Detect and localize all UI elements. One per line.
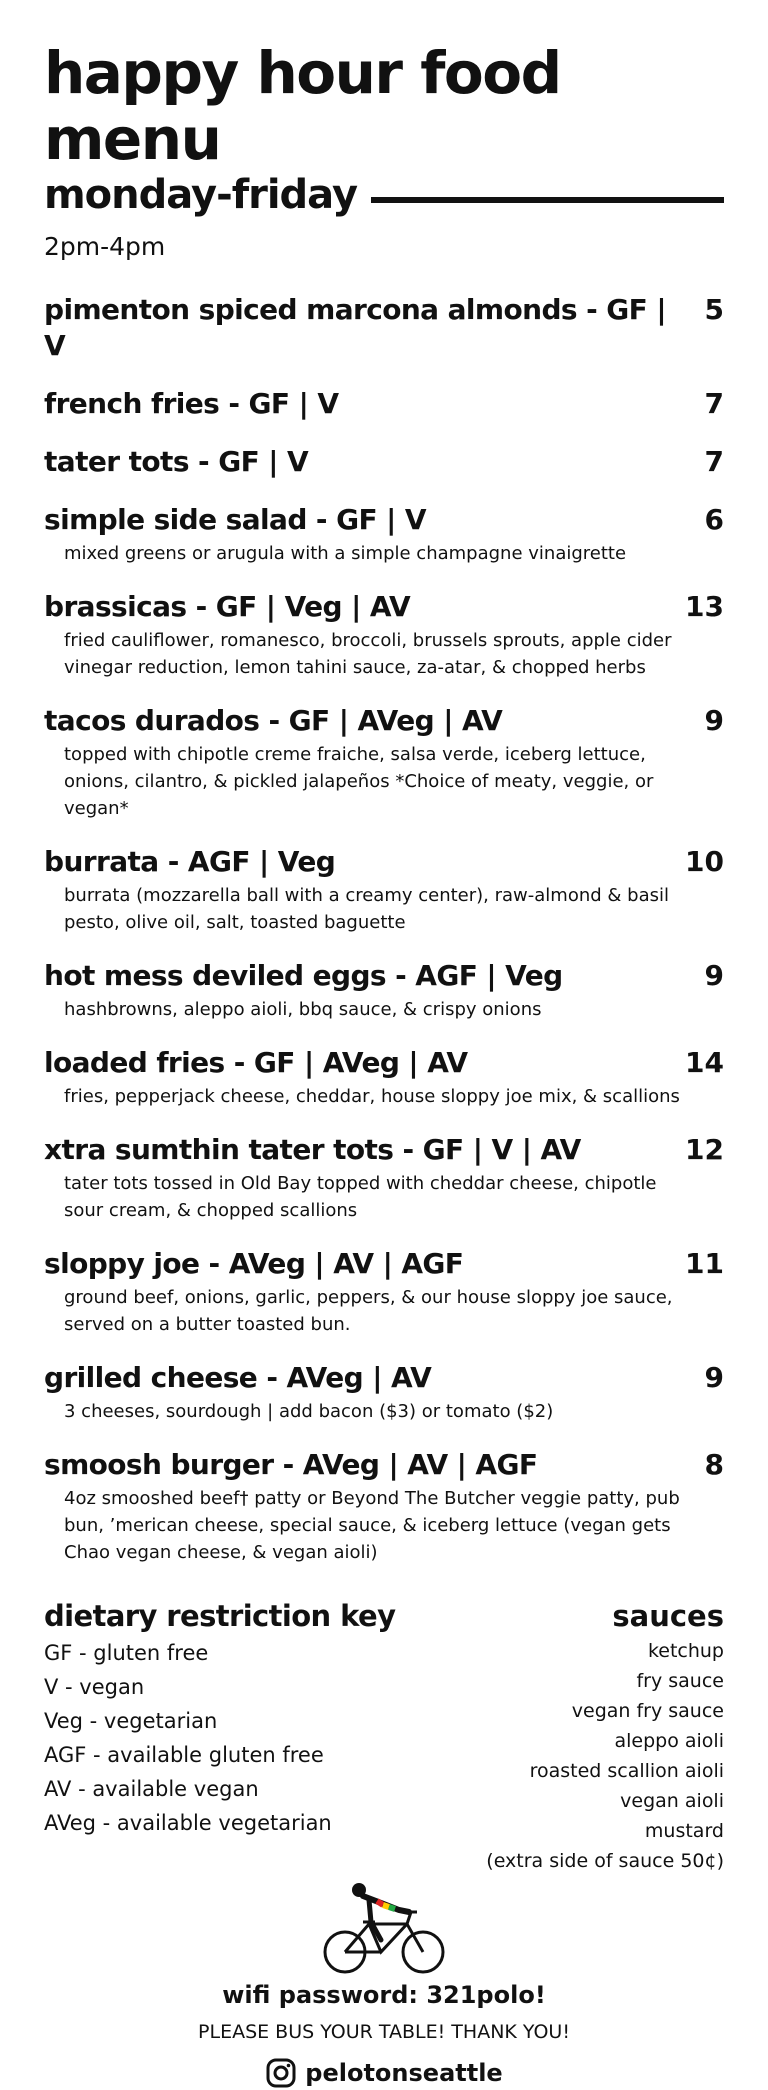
menu-item — [44, 1360, 724, 1425]
subtitle-row — [44, 170, 724, 220]
dietary-key-item: Veg - vegetarian — [44, 1709, 218, 1733]
menu-item-price: 9 — [704, 959, 724, 992]
days-heading: monday-friday — [44, 172, 358, 218]
sauces-list — [486, 1596, 724, 1876]
menu-item-name: tacos durados - GF | AVeg | AV — [44, 704, 503, 737]
menu-item-description: tater tots tossed in Old Bay topped with cheddar cheese, chipotle sour cream, & chopped scallions — [64, 1173, 657, 1221]
instagram-icon — [265, 2057, 297, 2089]
dietary-key — [44, 1596, 395, 1876]
hours-text: 2pm-4pm — [44, 232, 166, 261]
footer — [44, 1978, 724, 2090]
menu-item — [44, 1246, 724, 1338]
menu-item-price: 7 — [704, 387, 724, 420]
heading-rule — [371, 197, 724, 203]
instagram-row — [44, 2056, 724, 2090]
menu-item — [44, 703, 724, 822]
menu-item-name: french fries - GF | V — [44, 387, 339, 420]
menu-item-name: xtra sumthin tater tots - GF | V | AV — [44, 1133, 581, 1166]
menu-item-name: simple side salad - GF | V — [44, 503, 426, 536]
menu-item-description: 3 cheeses, sourdough | add bacon ($3) or tomato ($2) — [64, 1401, 554, 1422]
menu-item-price: 7 — [704, 445, 724, 478]
dietary-key-item: V - vegan — [44, 1675, 145, 1699]
menu-item-description: mixed greens or arugula with a simple champagne vinaigrette — [64, 543, 627, 564]
menu-item-name: pimenton spiced marcona almonds - GF | V — [44, 293, 666, 362]
menu-item-name: grilled cheese - AVeg | AV — [44, 1361, 432, 1394]
sauce-item: ketchup — [647, 1640, 724, 1662]
instagram-handle: pelotonseattle — [305, 2059, 503, 2087]
menu-item-name: brassicas - GF | Veg | AV — [44, 590, 411, 623]
menu-item-price: 13 — [685, 590, 724, 623]
menu-item-description: 4oz smooshed beef† patty or Beyond The Butcher veggie patty, pub bun, ’merican cheese, special sauce, & iceberg lettuce (vegan gets Chao vegan cheese, & vegan aioli) — [64, 1488, 680, 1563]
dietary-key-item: AV - available vegan — [44, 1777, 259, 1801]
menu-item-name: sloppy joe - AVeg | AV | AGF — [44, 1247, 464, 1280]
menu-item-description: ground beef, onions, garlic, peppers, & our house sloppy joe sauce, served on a butter toasted bun. — [64, 1287, 673, 1335]
sauce-item: roasted scallion aioli — [529, 1760, 724, 1782]
menu-item-price: 10 — [685, 845, 724, 878]
menu-item — [44, 502, 724, 567]
menu-item-price: 9 — [704, 704, 724, 737]
menu-item-name: tater tots - GF | V — [44, 445, 309, 478]
menu-item — [44, 1132, 724, 1224]
menu-item-price: 12 — [685, 1133, 724, 1166]
menu-item-name: loaded fries - GF | AVeg | AV — [44, 1046, 468, 1079]
menu-item-price: 6 — [704, 503, 724, 536]
menu-item-price: 9 — [704, 1361, 724, 1394]
sauces-title: sauces — [612, 1599, 724, 1633]
menu-item-price: 8 — [704, 1448, 724, 1481]
page-title: happy hour food menu — [44, 39, 561, 173]
menu-item — [44, 1447, 724, 1566]
sauce-item: vegan aioli — [620, 1790, 724, 1812]
menu-item-name: hot mess deviled eggs - AGF | Veg — [44, 959, 563, 992]
bus-table-notice: PLEASE BUS YOUR TABLE! THANK YOU! — [198, 2021, 570, 2043]
menu-item — [44, 386, 724, 422]
menu-item-description: hashbrowns, aleppo aioli, bbq sauce, & crispy onions — [64, 999, 542, 1020]
menu-item — [44, 292, 724, 364]
dietary-key-item: AGF - available gluten free — [44, 1743, 324, 1767]
menu-item-description: fried cauliflower, romanesco, broccoli, brussels sprouts, apple cider vinegar reduction, lemon tahini sauce, za-atar, & chopped herbs — [64, 630, 672, 678]
cyclist-icon — [319, 1882, 449, 1974]
dietary-key-title: dietary restriction key — [44, 1599, 396, 1633]
sauce-item: aleppo aioli — [614, 1730, 724, 1752]
bottom-section — [44, 1596, 724, 1876]
dietary-key-item: AVeg - available vegetarian — [44, 1811, 332, 1835]
menu-item — [44, 589, 724, 681]
menu-item-description: burrata (mozzarella ball with a creamy center), raw-almond & basil pesto, olive oil, salt, toasted baguette — [64, 885, 669, 933]
menu-item-price: 14 — [685, 1046, 724, 1079]
sauce-item: fry sauce — [636, 1670, 724, 1692]
wifi-password: wifi password: 321polo! — [222, 1981, 546, 2009]
menu-item-description: topped with chipotle creme fraiche, salsa verde, iceberg lettuce, onions, cilantro, & pickled jalapeños *Choice of meaty, veggie, or vegan* — [64, 744, 654, 819]
menu-item — [44, 1045, 724, 1110]
menu-item-price: 5 — [704, 293, 724, 326]
dietary-key-item: GF - gluten free — [44, 1641, 209, 1665]
menu-item-name: burrata - AGF | Veg — [44, 845, 336, 878]
sauce-item: (extra side of sauce 50¢) — [486, 1850, 724, 1872]
menu-item-name: smoosh burger - AVeg | AV | AGF — [44, 1448, 538, 1481]
menu-item — [44, 444, 724, 480]
menu-list — [44, 292, 724, 1566]
sauce-item: vegan fry sauce — [571, 1700, 724, 1722]
menu-item-price: 11 — [685, 1247, 724, 1280]
sauce-item: mustard — [644, 1820, 724, 1842]
menu-item — [44, 958, 724, 1023]
menu-item — [44, 844, 724, 936]
menu-item-description: fries, pepperjack cheese, cheddar, house sloppy joe mix, & scallions — [64, 1086, 680, 1107]
